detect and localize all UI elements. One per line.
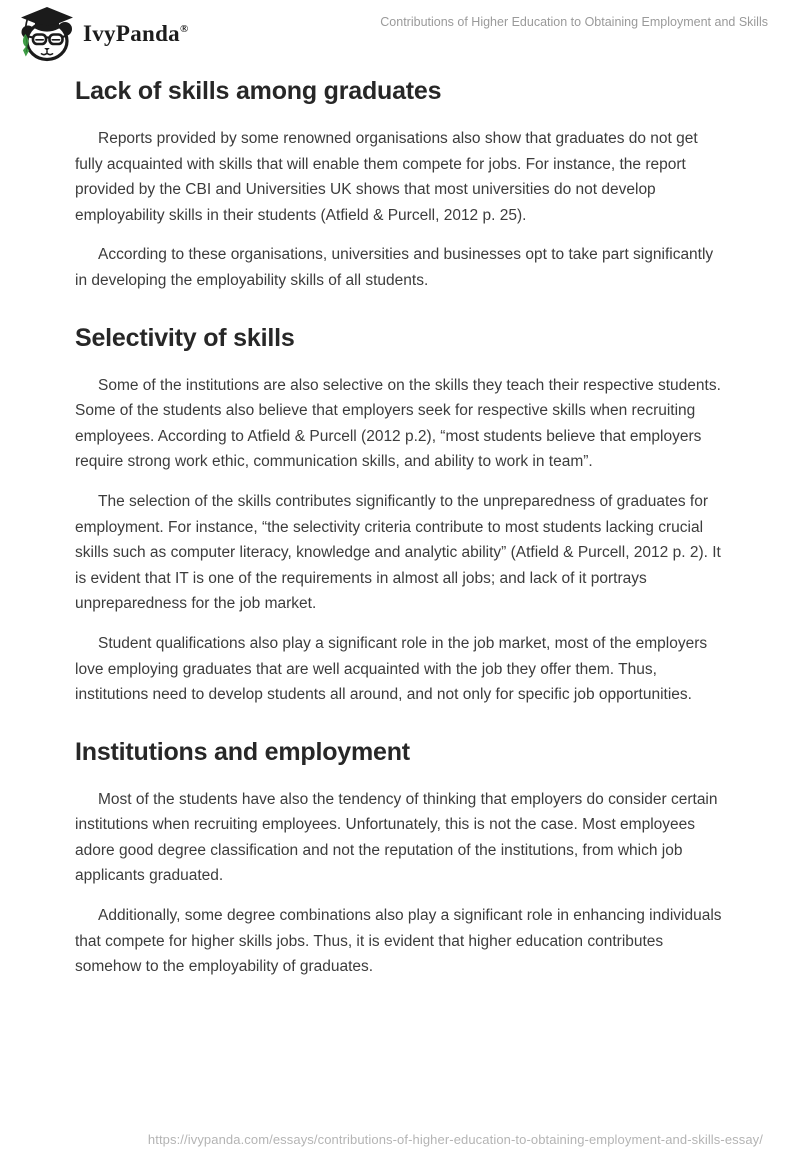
section-heading-selectivity-of-skills: Selectivity of skills bbox=[75, 323, 295, 352]
paragraph: The selection of the skills contributes significantly to the unpreparedness of graduates for employment. For instance, “the selectivity criteria contribute to most students lacking crucial skills such as computer literacy, knowledge and analytic ability” (Atfield & Purcell, 2012 p. 2). It is evident that IT is one of the requirements in almost all jobs; and lack of it portrays unpreparedness for the job market. bbox=[75, 492, 721, 613]
page-footer bbox=[0, 1132, 763, 1147]
section-heading-institutions-and-employment: Institutions and employment bbox=[75, 737, 410, 766]
paragraph: Reports provided by some renowned organisations also show that graduates do not get fully acquainted with skills that will enable them compete for jobs. For instance, the report provided by the CBI and Universities UK shows that most universities do not develop employability skills in their students (Atfield & Purcell, 2012 p. 25). bbox=[75, 130, 698, 224]
page-header bbox=[0, 0, 800, 62]
paragraph: According to these organisations, universities and businesses opt to take part significantly in developing the employability skills of all students. bbox=[75, 246, 714, 289]
paragraph: Student qualifications also play a significant role in the job market, most of the employers love employing graduates that are well acquainted with the job they offer them. Thus, institutions need to develop students all around, and not only for specific job opportunities. bbox=[75, 634, 708, 704]
registered-trademark-symbol: ® bbox=[179, 22, 189, 35]
paragraph: Additionally, some degree combinations also play a significant role in enhancing individuals that compete for higher skills jobs. Thus, it is evident that higher education contributes somehow to the employability of graduates. bbox=[75, 907, 722, 976]
logo-wordmark: IvyPanda® bbox=[83, 20, 189, 46]
essay-body bbox=[75, 76, 725, 980]
document-running-title: Contributions of Higher Education to Obtaining Employment and Skills bbox=[380, 15, 768, 29]
paragraph: Most of the students have also the tendency of thinking that employers do consider certain institutions when recruiting employees. Unfortunately, this is not the case. Most employees adore good degree classification and not the reputation of the institutions, from which job applicants graduated. bbox=[75, 790, 718, 885]
ivypanda-logo bbox=[14, 3, 189, 63]
section-heading-lack-of-skills: Lack of skills among graduates bbox=[75, 77, 442, 105]
paragraph: Some of the institutions are also selective on the skills they teach their respective students. Some of the students also believe that employers seek for respective skills when recruiting employees. According to Atfield & Purcell (2012 p.2), “most students believe that employers require strong work ethic, communication skills, and ability to work in team”. bbox=[75, 376, 721, 471]
source-url: https://ivypanda.com/essays/contributions-of-higher-education-to-obtaining-employment-and-skills-essay/ bbox=[147, 1132, 763, 1147]
panda-graduate-logo-icon bbox=[14, 5, 76, 63]
